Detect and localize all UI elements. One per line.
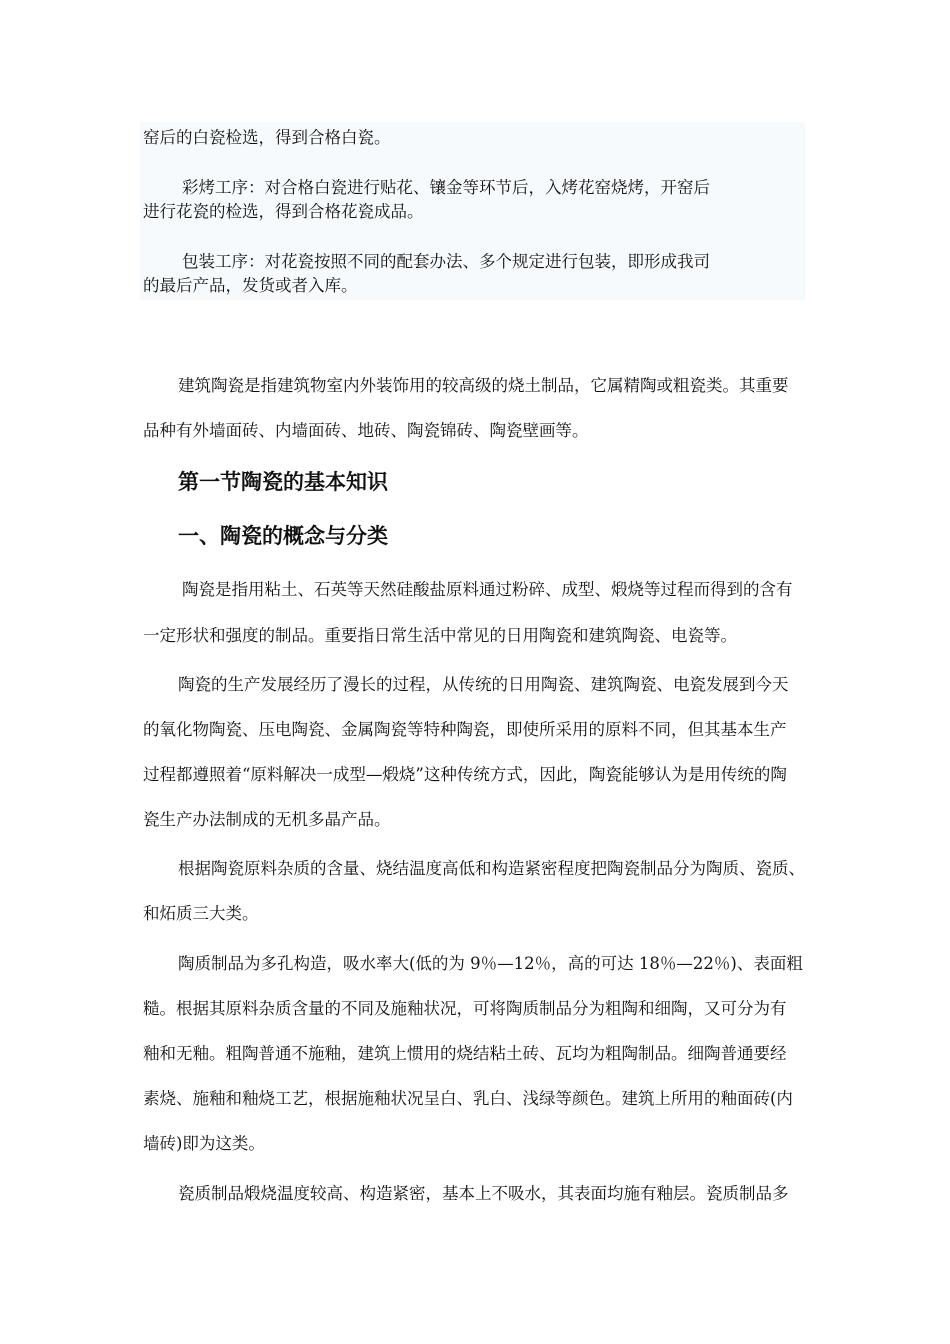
body-paragraph-4-line-1: 根据陶瓷原料杂质的含量、烧结温度高低和构造紧密程度把陶瓷制品分为陶质、瓷质、 bbox=[178, 859, 805, 878]
body-paragraph-6-line-1: 瓷质制品煅烧温度较高、构造紧密，基本上不吸水，其表面均施有釉层。瓷质制品多 bbox=[178, 1184, 789, 1203]
body-paragraph-3-line-4: 瓷生产办法制成的无机多晶产品。 bbox=[143, 810, 391, 829]
body-paragraph-1-line-2: 品种有外墙面砖、内墙面砖、地砖、陶瓷锦砖、陶瓷壁画等。 bbox=[143, 421, 589, 440]
body-paragraph-5-line-5: 墙砖)即为这类。 bbox=[143, 1134, 265, 1153]
body-paragraph-4-line-2: 和炻质三大类。 bbox=[143, 904, 259, 923]
intro-paragraph-3-line-2: 的最后产品，发货或者入库。 bbox=[143, 276, 358, 295]
body-paragraph-5-line-3: 釉和无釉。粗陶普通不施釉，建筑上惯用的烧结粘土砖、瓦均为粗陶制品。细陶普通要经 bbox=[143, 1044, 787, 1063]
intro-paragraph-3-line-1: 包装工序：对花瓷按照不同的配套办法、多个规定进行包装，即形成我司 bbox=[182, 252, 710, 271]
body-paragraph-3-line-3: 过程都遵照着“原料解决一成型—煅烧”这种传统方式，因此，陶瓷能够认为是用传统的陶 bbox=[143, 765, 787, 784]
body-paragraph-3-line-1: 陶瓷的生产发展经历了漫长的过程，从传统的日用陶瓷、建筑陶瓷、电瓷发展到今天 bbox=[178, 675, 789, 694]
section-title: 第一节陶瓷的基本知识 bbox=[178, 470, 388, 494]
body-paragraph-2-line-1: 陶瓷是指用粘土、石英等天然硅酸盐原料通过粉碎、成型、煅烧等过程而得到的含有 bbox=[182, 580, 793, 599]
intro-paragraph-2-line-1: 彩烤工序：对合格白瓷进行贴花、镶金等环节后，入烤花窑烧烤，开窑后 bbox=[182, 178, 710, 197]
body-paragraph-1-line-1: 建筑陶瓷是指建筑物室内外装饰用的较高级的烧土制品，它属精陶或粗瓷类。其重要 bbox=[178, 376, 789, 395]
body-paragraph-5-line-1: 陶质制品为多孔构造，吸水率大(低的为 9％—12％，高的可达 18％—22％)、表面粗 bbox=[178, 954, 803, 973]
body-paragraph-5-line-4: 素烧、施釉和釉烧工艺，根据施釉状况呈白、乳白、浅绿等颜色。建筑上所用的釉面砖(内 bbox=[143, 1089, 793, 1108]
subsection-title: 一、陶瓷的概念与分类 bbox=[178, 524, 388, 548]
body-paragraph-3-line-2: 的氧化物陶瓷、压电陶瓷、金属陶瓷等特种陶瓷，即使所采用的原料不同，但其基本生产 bbox=[143, 720, 787, 739]
body-paragraph-2-line-2: 一定形状和强度的制品。重要指日常生活中常见的日用陶瓷和建筑陶瓷、电瓷等。 bbox=[143, 626, 737, 645]
intro-paragraph-2-line-2: 进行花瓷的检选，得到合格花瓷成品。 bbox=[143, 202, 424, 221]
body-paragraph-5-line-2: 糙。根据其原料杂质含量的不同及施釉状况，可将陶质制品分为粗陶和细陶，又可分为有 bbox=[143, 999, 787, 1018]
intro-line-1: 窑后的白瓷检选，得到合格白瓷。 bbox=[143, 128, 391, 147]
